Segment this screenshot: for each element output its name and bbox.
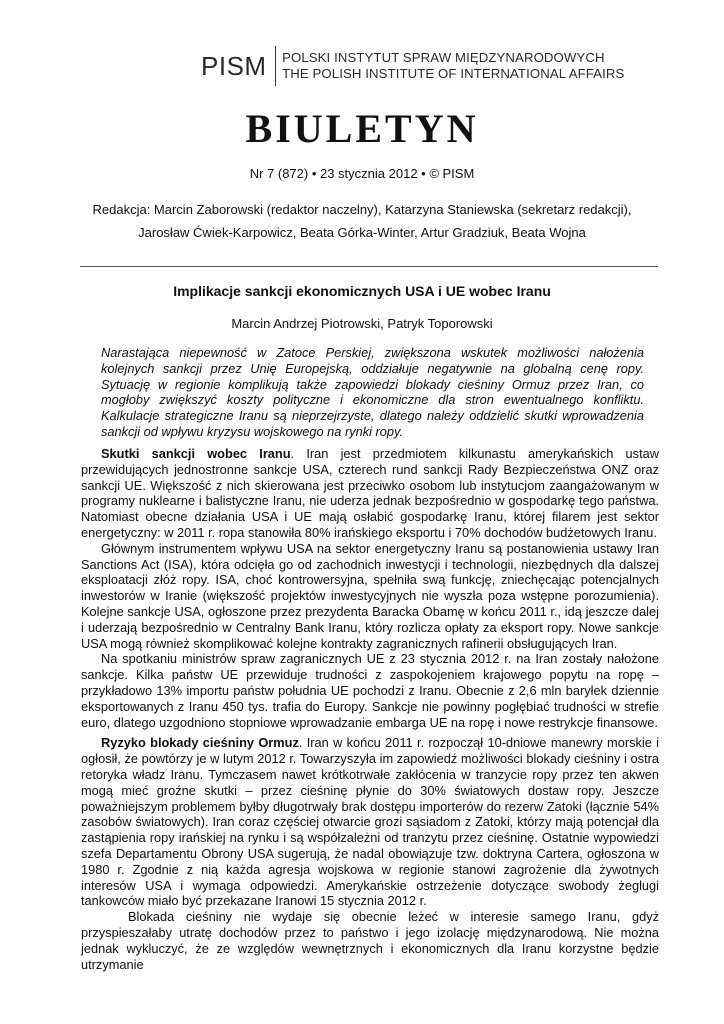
paragraph	[81, 735, 659, 909]
paragraph-text: . Iran w końcu 2011 r. rozpoczął 10-dniowe manewry morskie i ogłosił, że powtórzy je w lutym 2012 r. Towarzyszyła im zapowiedź możliwości blokady cieśniny i ostra retoryka władz Iranu. Tymczasem nawet krótkotrwałe zakłócenia w tranzycie ropy przez ten akwen mogą mieć groźne skutki – przez cieśninę płynie do 30% światowych dostaw ropy. Jeszcze poważniejszym problemem byłby długotrwały brak dostępu importerów do rezerw Zatoki (łącznie 54% zasobów światowych). Iran coraz częściej otwarcie grozi sąsiadom z Zatoki, którzy mają potencjał dla zastąpienia ropy irańskiej na rynku i są współzależni od tranzytu przez cieśninę. Ostatnie wypowiedzi szefa Departamentu Obrony USA sugerują, że nadal obowiązuje tzw. doktryna Cartera, ogłoszona w 1980 r. Zgodnie z nią każda agresja wojskowa w regionie stanowi zagrożenie dla żywotnych interesów USA i wymaga odpowiedzi. Amerykańskie ostrzeżenie dotyczące swobody żeglugi tankowców miało być przekazane Iranowi 15 stycznia 2012 r.	[81, 735, 660, 909]
header-divider	[80, 266, 658, 267]
logo-text	[282, 50, 624, 82]
org-name-en: THE POLISH INSTITUTE OF INTERNATIONAL AFFAIRS	[282, 66, 625, 81]
editors-line-1: Redakcja: Marcin Zaborowski (redaktor naczelny), Katarzyna Staniewska (sekretarz redakcji),	[92, 202, 632, 217]
paragraph: Głównym instrumentem wpływu USA na sektor energetyczny Iranu są postanowienia ustawy Iran Sanctions Act (ISA), która odcięła go od zachodnich inwestycji i technologii, niezbędnych dla dalszej eksploatacji złóż ropy. ISA, choć kontrowersyjna, spełniła swą funkcję, zniechęcając potencjalnych inwestorów w Iranie (większość projektów inwestycyjnych nie wyszła poza wstępne porozumienia). Kolejne sankcje USA, ogłoszone przez prezydenta Baracka Obamę w końcu 2011 r., idą jeszcze dalej i uderzają bezpośrednio w Centralny Bank Iranu, który rozlicza opłaty za eksport ropy. Nowe sankcje USA mogą również skomplikować kolejne kontrakty zagranicznych rafinerii obsługujących Iran.	[81, 540, 659, 651]
article-title: Implikacje sankcji ekonomicznych USA i UE wobec Iranu	[173, 283, 551, 299]
article-body	[81, 446, 659, 972]
section-heading: Ryzyko blokady cieśniny Ormuz	[101, 735, 299, 751]
logo-mark: PISM	[201, 51, 267, 81]
paragraph: Na spotkaniu ministrów spraw zagranicznych UE z 23 stycznia 2012 r. na Iran zostały nałożone sankcje. Kilka państw UE przewiduje trudności z zaspokojeniem krajowego popytu na ropę – przykładowo 13% importu państw południa UE pochodzi z Iranu. Obecnie z 2,6 mln baryłek dziennie eksportowanych z Iranu 450 tys. trafia do Europy. Sankcje nie powinny pogłębiać trudności w strefie euro, dlatego uzgodniono stopniowe wprowadzanie embarga UE na ropę i nowe restrykcje finansowe.	[81, 651, 659, 730]
paragraph	[81, 446, 659, 541]
org-name-pl: POLSKI INSTYTUT SPRAW MIĘDZYNARODOWYCH	[282, 50, 605, 65]
section-heading: Skutki sankcji wobec Iranu	[101, 446, 291, 461]
pism-logo	[201, 44, 624, 88]
article-authors: Marcin Andrzej Piotrowski, Patryk Toporowski	[231, 316, 493, 331]
article-lead: Narastająca niepewność w Zatoce Perskiej, zwiększona wskutek możliwości nałożenia kolejnych sankcji przez Unię Europejską, oddziałuje negatywnie na globalną cenę ropy. Sytuację w regionie komplikują także zapowiedzi blokady cieśniny Ormuz przez Iran, co mogłoby zwiększyć koszty polityczne i ekonomiczne dla stron ewentualnego konfliktu. Kalkulacje strategiczne Iranu są nieprzejrzyste, dlatego należy oddzielić skutki wprowadzenia sankcji od wpływu kryzysu wojskowego na rynki ropy.	[101, 345, 644, 439]
paragraph: Blokada cieśniny nie wydaje się obecnie leżeć w interesie samego Iranu, gdyż przyspieszałaby utratę dochodów przez to państwo i jego izolację międzynarodową. Nie można jednak wykluczyć, że ze względów wewnętrznych i ekonomicznych dla Iranu korzystne będzie utrzymanie	[81, 909, 659, 972]
paragraph-text: . Iran jest przedmiotem kilkunastu amerykańskich ustaw przewidujących jednostronne sankcje USA, czterech rund sankcji Rady Bezpieczeństwa ONZ oraz sankcji UE. Większość z nich skierowana jest przeciwko osobom lub instytucjom zaangażowanym w programy nuklearne i balistyczne Iranu, nie uderza jednak bezpośrednio w gospodarkę tego państwa. Natomiast obecne działania USA i UE mają osłabić gospodarkę Iranu, której filarem jest sektor energetyczny: w 2011 r. ropa stanowiła 80% irańskiego eksportu i 70% dochodów budżetowych Iranu.	[81, 446, 659, 540]
editorial-board	[0, 198, 724, 244]
editors-line-2: Jarosław Ćwiek-Karpowicz, Beata Górka-Winter, Artur Gradziuk, Beata Wojna	[138, 225, 586, 240]
logo-divider	[275, 46, 277, 86]
issue-line: Nr 7 (872) • 23 stycznia 2012 • © PISM	[249, 166, 475, 181]
masthead-title: BIULETYN	[245, 106, 479, 151]
